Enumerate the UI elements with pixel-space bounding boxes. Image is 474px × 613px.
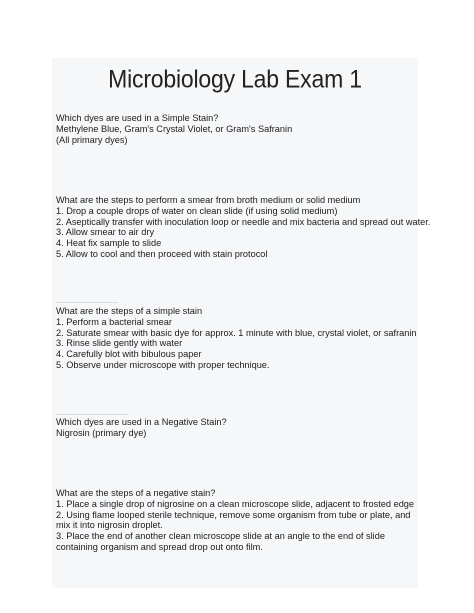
answer-line: 3. Allow smear to air dry: [56, 227, 155, 238]
answer-line: 1. Place a single drop of nigrosine on a clean microscope slide, adjacent to frosted edge: [56, 498, 415, 509]
answer-line: 2. Using flame looped sterile technique, remove some organism from tube or plate, and mix it into nigrosin droplet.: [56, 509, 411, 531]
answer-line: 1. Drop a couple drops of water on clean slide (if using solid medium): [56, 205, 338, 216]
answer-line: 4. Heat fix sample to slide: [56, 238, 162, 249]
qa-section-simple-stain-dyes: [56, 113, 418, 145]
qa-section-negative-stain-dyes: [56, 417, 418, 439]
answer-line: 5. Allow to cool and then proceed with stain protocol: [56, 248, 268, 259]
answer-line: 4. Carefully blot with bibulous paper: [56, 349, 202, 360]
answer-line: (All primary dyes): [56, 134, 128, 145]
faint-divider: [56, 302, 118, 303]
question-text: Which dyes are used in a Negative Stain?: [56, 417, 227, 427]
answer-line: 1. Perform a bacterial smear: [56, 316, 172, 327]
qa-section-smear-steps: [56, 195, 431, 260]
document-title: Microbiology Lab Exam 1: [108, 64, 362, 93]
qa-section-negative-stain-steps: [56, 488, 418, 553]
question-text: Which dyes are used in a Simple Stain?: [56, 113, 219, 123]
answer-line: 2. Aseptically transfer with inoculation loop or needle and mix bacteria and spread out water.: [56, 216, 431, 227]
qa-section-simple-stain-steps: [56, 306, 418, 371]
question-text: What are the steps of a negative stain?: [56, 488, 216, 498]
faint-divider: [56, 414, 128, 415]
answer-line: 3. Place the end of another clean microscope slide at an angle to the end of slide containing organism and spread drop out onto film.: [56, 531, 385, 552]
question-text: What are the steps to perform a smear from broth medium or solid medium: [56, 195, 361, 205]
answer-line: 5. Observe under microscope with proper technique.: [56, 359, 270, 370]
answer-line: 3. Rinse slide gently with water: [56, 338, 183, 349]
answer-line: Nigrosin (primary dye): [56, 427, 147, 438]
answer-line: 2. Saturate smear with basic dye for approx. 1 minute with blue, crystal violet, or safranin: [56, 327, 417, 338]
answer-line: Methylene Blue, Gram's Crystal Violet, or Gram's Safranin: [56, 123, 293, 134]
question-text: What are the steps of a simple stain: [56, 306, 203, 316]
